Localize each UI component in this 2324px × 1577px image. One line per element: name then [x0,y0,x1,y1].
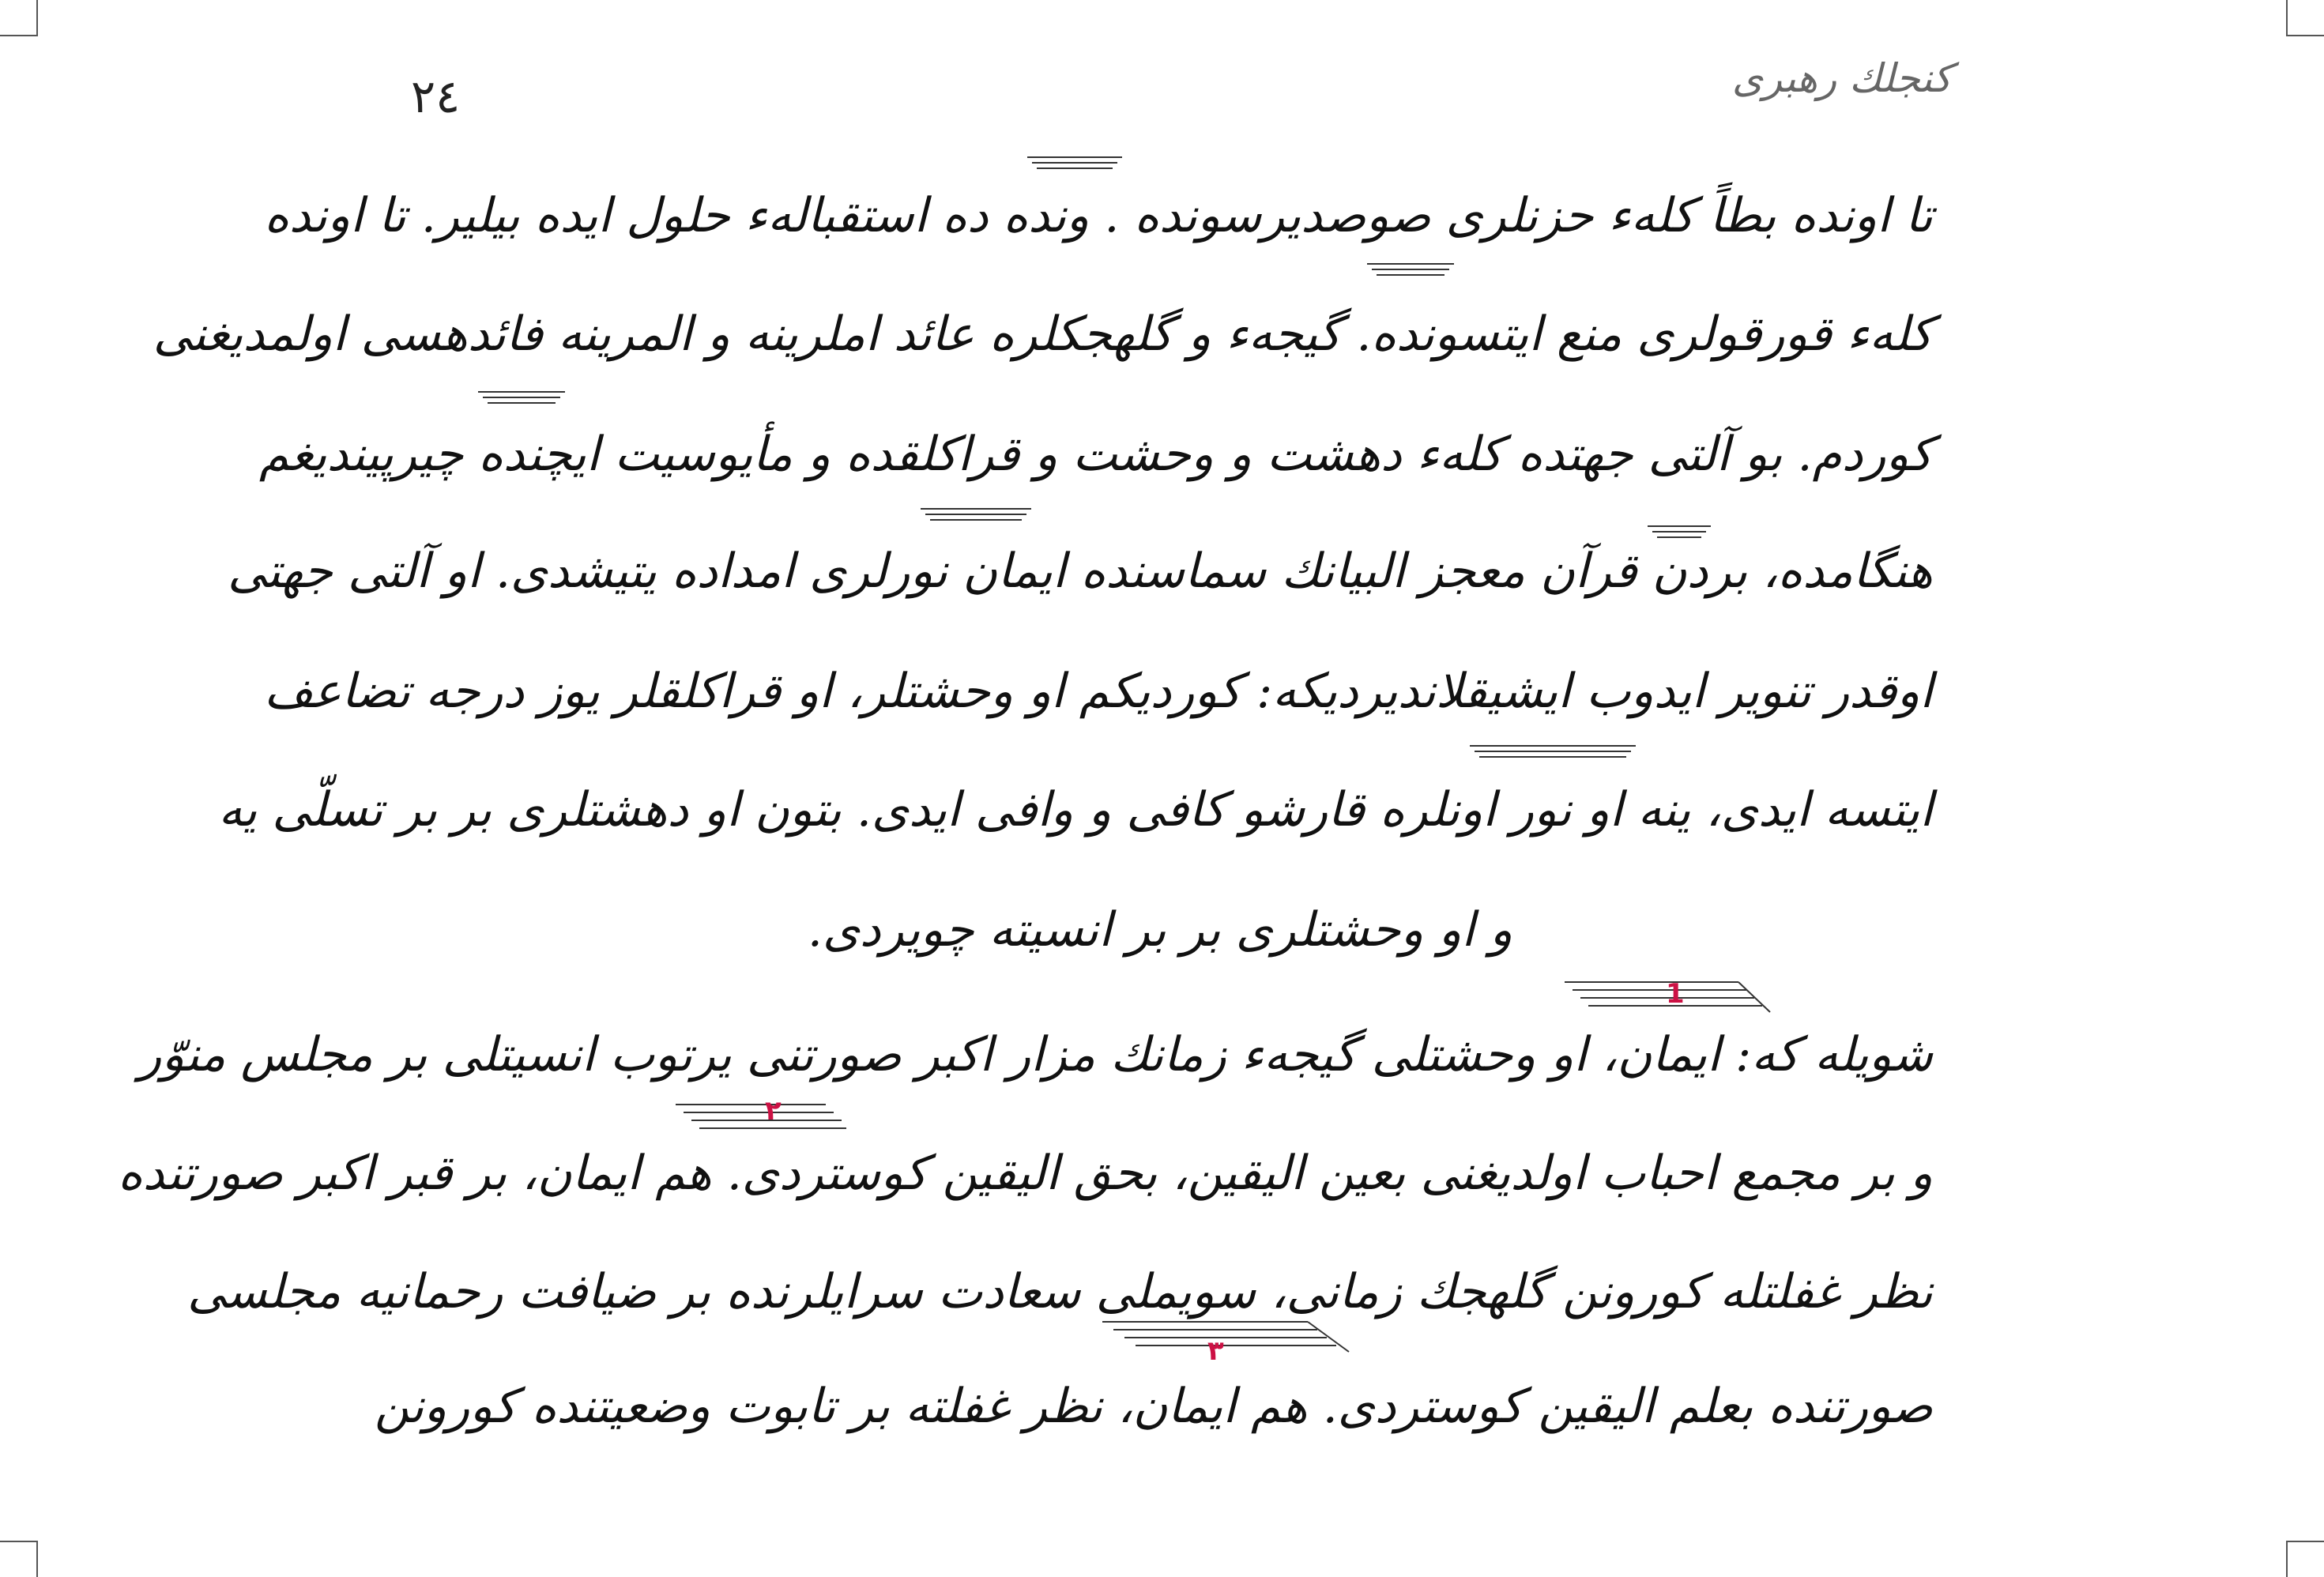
annotation-mark-numbered [1102,1315,1355,1360]
annotation-mark-numbered [676,1100,849,1139]
text-line: تا اونده بطاً كلهء حزنلرى صوصديرسونده . ونده ده استقبالهء حلول ايده بيلير. تا اونده [264,188,1933,243]
page-number: ۲٤ [411,70,461,123]
annotation-mark [478,389,565,409]
annotation-mark [1470,743,1636,763]
crop-mark-bottom-left-v [36,1542,38,1577]
annotation-number: ٣ [1207,1335,1224,1367]
text-line: و بر مجمع احباب اولديغنى بعين اليقين، بحق اليقين كوستردى. هم ايمان، بر قبر اكبر صورتنده [118,1146,1933,1201]
crop-mark-bottom-left-h [0,1541,38,1542]
annotation-mark [1027,154,1122,175]
annotation-mark [1367,261,1454,281]
running-header-title: كنجلك رهبرى [1731,55,1952,101]
text-line: ايتسه ايدى، ينه او نور اونلره قارشو كافى و وافى ايدى. بتون او دهشتلرى بر بر تسلّى يه [218,782,1933,837]
annotation-mark [921,506,1031,526]
crop-mark-top-right-v [2286,0,2288,35]
crop-mark-top-left-v [36,0,38,35]
text-line: صورتنده بعلم اليقين كوستردى. هم ايمان، نظر غفلته بر تابوت وضعيتنده كورونن [374,1379,1933,1434]
annotation-number: ٢ [765,1095,782,1127]
text-line: كلهء قورقولرى منع ايتسونده. گيجهء و گلهجكلره عائد املرينه و المرينه فائدهسى اولمديغنى [153,307,1933,362]
crop-mark-top-left-h [0,35,38,36]
crop-mark-top-right-h [2286,35,2324,36]
crop-mark-bottom-right-h [2286,1541,2324,1542]
text-line: نظر غفلتله كورونن گلهجك زمانى، سويملى سعادت سرايلرنده بر ضيافت رحمانيه مجلسى [187,1264,1933,1319]
annotation-mark [1648,523,1711,540]
text-line: هنگامده، بردن قرآن معجز البيانك سماسنده ايمان نورلرى امداده يتيشدى. او آلتى جهتى [228,544,1933,599]
text-line: كوردم. بو آلتى جهتده كلهء دهشت و وحشت و قراكلقده و مأيوسيت ايچنده چيرپينديغم [259,427,1933,482]
text-line: شويله كه: ايمان، او وحشتلى گيجهء زمانك مزار اكبر صورتنى يرتوب انسيتلى بر مجلس منوّر [138,1027,1933,1082]
annotation-number: 1 [1666,978,1685,1010]
text-line-centered: و او وحشتلرى بر بر انسيته چويردى. [807,902,1513,958]
text-line: اوقدر تنوير ايدوب ايشيقلانديرديكه: كورديكم او وحشتلر، او قراكلقلر يوز درجه تضاعف [264,664,1933,719]
crop-mark-bottom-right-v [2286,1542,2288,1577]
